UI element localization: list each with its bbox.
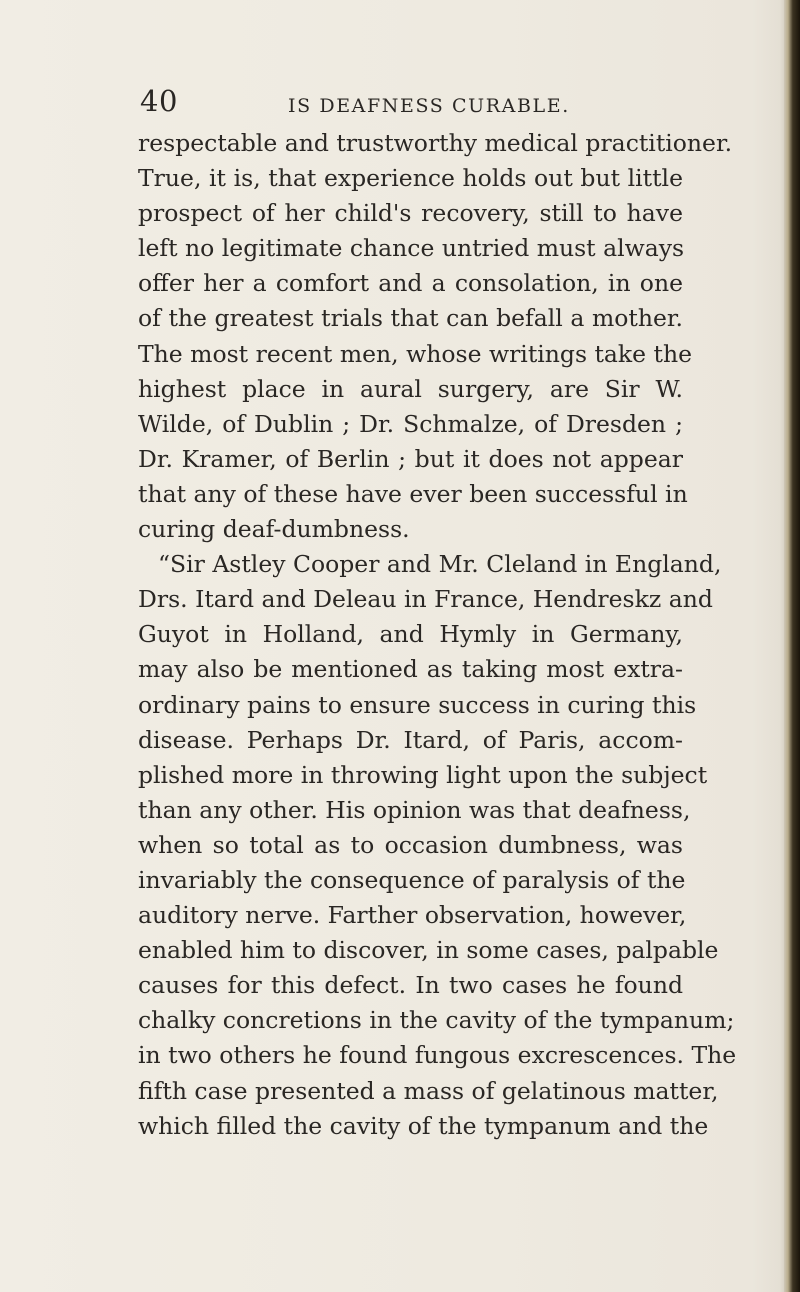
- text-line: chalky concretions in the cavity of the tympanum;: [138, 1006, 735, 1035]
- text-line: fifth case presented a mass of gelatinous matter,: [138, 1076, 719, 1105]
- text-line: that any of these have ever been successful in: [138, 479, 688, 508]
- text-line: Guyot in Holland, and Hymly in Germany,: [138, 620, 683, 649]
- text-line: when so total as to occasion dumbness, was: [138, 830, 683, 859]
- text-line: “Sir Astley Cooper and Mr. Cleland in England,: [158, 550, 722, 579]
- text-line: plished more in throwing light upon the subject: [138, 760, 708, 789]
- text-line: disease. Perhaps Dr. Itard, of Paris, accom-: [138, 725, 683, 754]
- page-header: [140, 84, 760, 124]
- running-title: IS DEAFNESS CURABLE.: [288, 95, 570, 117]
- text-line: invariably the consequence of paralysis of the: [138, 865, 686, 894]
- page-number: 40: [140, 84, 178, 118]
- book-binding-edge: [784, 0, 800, 1292]
- text-line: auditory nerve. Farther observation, however,: [138, 901, 687, 930]
- text-line: than any other. His opinion was that deafness,: [138, 795, 691, 824]
- text-line: left no legitimate chance untried must always: [138, 234, 685, 263]
- text-line: causes for this defect. In two cases he found: [138, 971, 683, 1000]
- body-text: [138, 126, 737, 1144]
- text-line: prospect of her child's recovery, still to have: [138, 199, 683, 228]
- text-line: which filled the cavity of the tympanum and the: [138, 1111, 709, 1140]
- text-line: Wilde, of Dublin ; Dr. Schmalze, of Dresden ;: [138, 409, 683, 438]
- text-line: in two others he found fungous excrescences. The: [138, 1041, 737, 1070]
- text-line: enabled him to discover, in some cases, palpable: [138, 936, 719, 965]
- text-line: Dr. Kramer, of Berlin ; but it does not appear: [138, 444, 683, 473]
- text-line: The most recent men, whose writings take the: [138, 339, 693, 368]
- text-line: of the greatest trials that can befall a mother.: [138, 304, 683, 333]
- text-line: may also be mentioned as taking most extra-: [138, 655, 683, 684]
- text-line: Drs. Itard and Deleau in France, Hendreskz and: [138, 585, 713, 614]
- text-line: ordinary pains to ensure success in curing this: [138, 690, 697, 719]
- text-line: respectable and trustworthy medical practitioner.: [138, 129, 733, 157]
- text-line: highest place in aural surgery, are Sir W.: [138, 374, 683, 403]
- text-line: offer her a comfort and a consolation, in one: [138, 269, 683, 298]
- text-line: True, it is, that experience holds out but little: [138, 164, 683, 193]
- text-line: curing deaf-dumbness.: [138, 515, 410, 544]
